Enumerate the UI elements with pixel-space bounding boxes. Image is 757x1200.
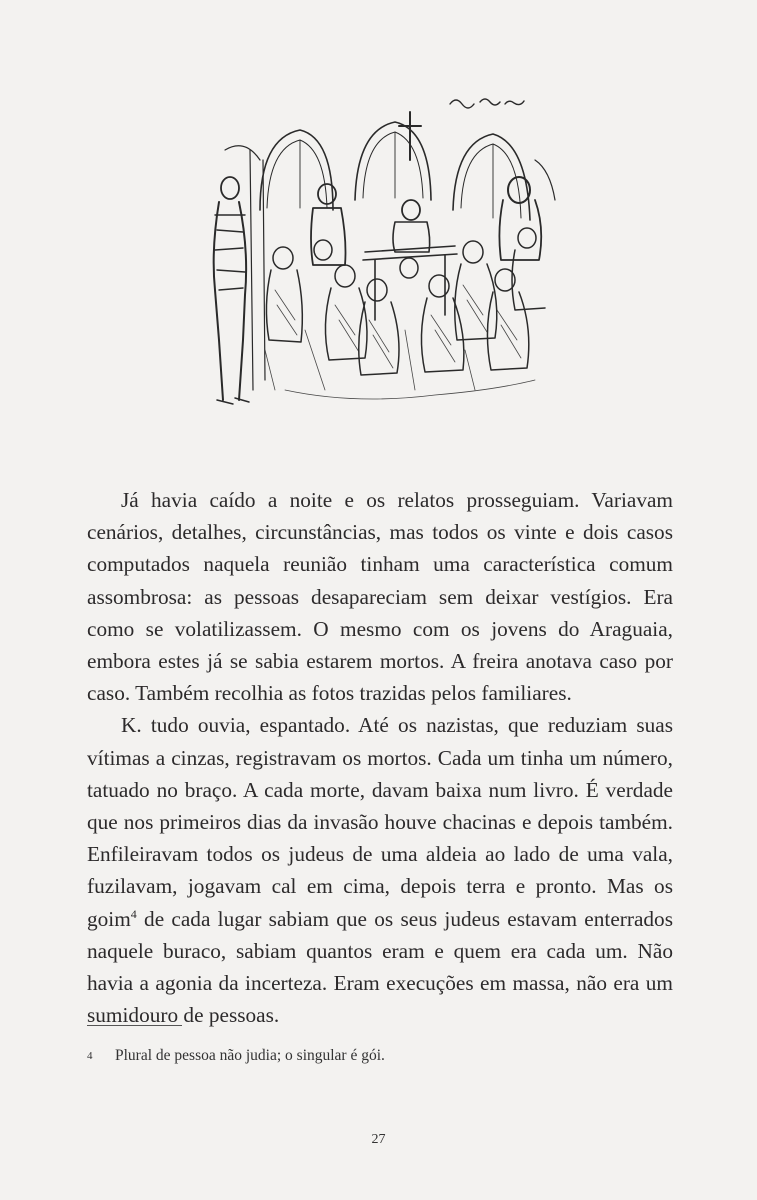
body-text: [87, 484, 673, 1031]
sketch-illustration: [205, 90, 565, 420]
paragraph-1: Já havia caído a noite e os relatos prosseguiam. Variavam cenários, detalhes, circunstâncias, mas todos os vinte e dois casos computados naquela reunião tinham uma característica comum assombrosa: as pessoas desapareciam sem deixar vestígios. Era como se volatilizassem. O mesmo com os jovens do Araguaia, embora estes já se sabia estarem mortos. A freira anotava caso por caso. Também recolhia as fotos trazidas pelos familiares.: [87, 488, 673, 706]
footnote-divider: [87, 1025, 182, 1026]
footnote-reference[interactable]: 4: [130, 906, 137, 921]
paragraph-2-part-1: K. tudo ouvia, espantado. Até os nazistas, que reduziam suas vítimas a cinzas, registravam os mortos. Cada um tinha um número, tatuado no braço. A cada morte, davam baixa num livro. É verdade que nos primeiros dias da invasão houve chacinas e depois também. Enfileiravam todos os judeus de uma aldeia ao lado de uma vala, fuzilavam, jogavam cal em cima, depois terra e pronto. Mas os goim: [87, 713, 673, 931]
paragraph-2-part-2: de cada lugar sabiam que os seus judeus estavam enterrados naquele buraco, sabiam quantos eram e quem era cada um. Não havia a agonia da incerteza. Eram execuções em massa, não era um sumidouro de pessoas.: [87, 906, 673, 1028]
page-number: 27: [371, 1132, 386, 1147]
footnote: [87, 1046, 673, 1066]
footnote-text: Plural de pessoa não judia; o singular é gói.: [115, 1047, 385, 1064]
footnote-number: 4: [87, 1050, 93, 1062]
paragraph-2: [87, 709, 673, 1031]
